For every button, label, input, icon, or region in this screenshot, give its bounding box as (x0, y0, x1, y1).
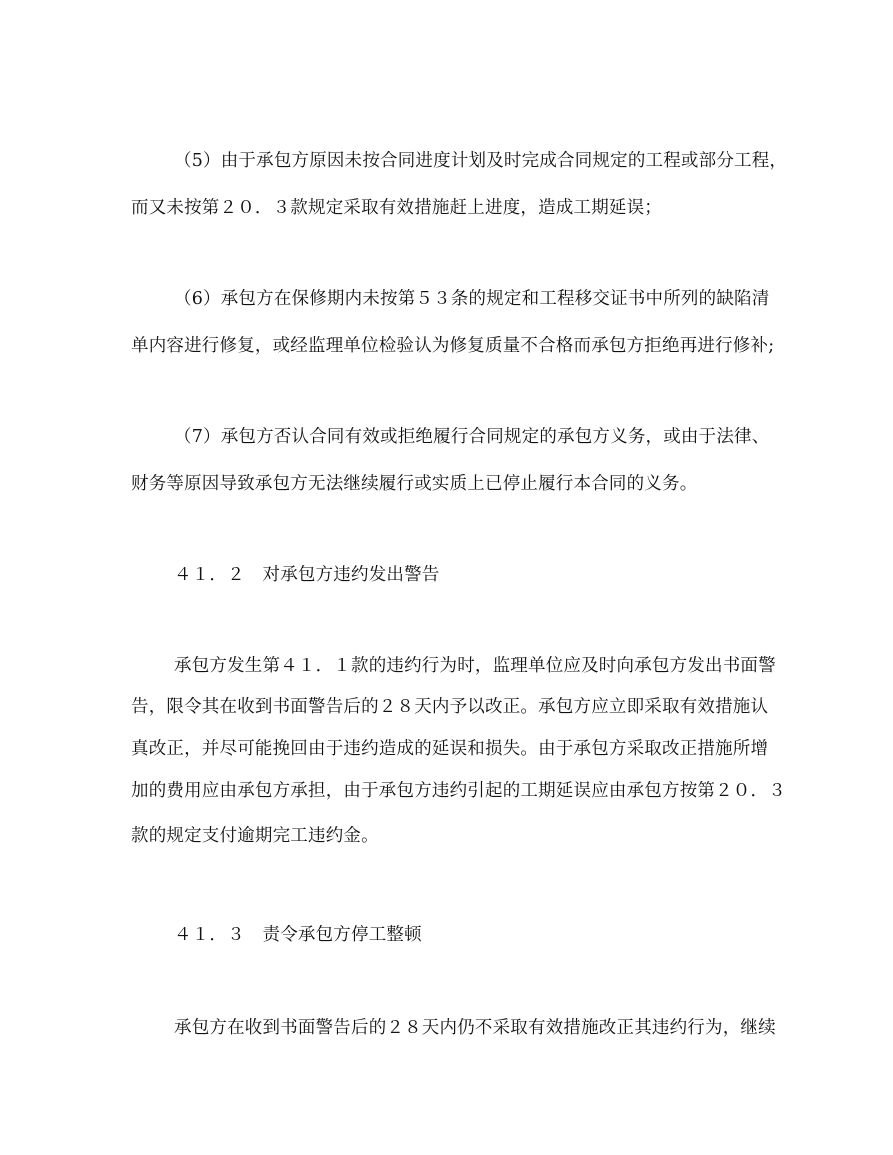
section-heading-41-3: ４１．３ 责令承包方停工整顿 (174, 925, 422, 945)
para-41-2-line-4: 加的费用应由承包方承担，由于承包方违约引起的工期延误应由承包方按第２０．３ (131, 781, 786, 801)
para-41-2-line-5: 款的规定支付逾期完工违约金。 (131, 826, 379, 846)
para-41-2-line-2: 告，限令其在收到书面警告后的２８天内予以改正。承包方应立即采取有效措施认 (131, 697, 769, 717)
para-7-line-1: （7）承包方否认合同有效或拒绝履行合同规定的承包方义务，或由于法律、 (174, 427, 770, 447)
para-5-line-2: 而又未按第２０．３款规定采取有效措施赶上进度，造成工期延误； (131, 198, 662, 218)
section-heading-41-2: ４１．２ 对承包方违约发出警告 (174, 565, 440, 585)
para-41-3-line-1: 承包方在收到书面警告后的２８天内仍不采取有效措施改正其违约行为，继续 (174, 1018, 776, 1038)
para-6-line-1: （6）承包方在保修期内未按第５３条的规定和工程移交证书中所列的缺陷清 (174, 289, 770, 309)
para-41-2-line-3: 真改正，并尽可能挽回由于违约造成的延误和损失。由于承包方采取改正措施所增 (131, 739, 769, 759)
para-6-line-2: 单内容进行修复，或经监理单位检验认为修复质量不合格而承包方拒绝再进行修补; (131, 336, 775, 356)
para-5-line-1: （5）由于承包方原因未按合同进度计划及时完成合同规定的工程或部分工程， (174, 151, 788, 171)
para-41-2-line-1: 承包方发生第４１．１款的违约行为时，监理单位应及时向承包方发出书面警 (174, 656, 776, 676)
para-7-line-2: 财务等原因导致承包方无法继续履行或实质上已停止履行本合同的义务。 (131, 474, 698, 494)
